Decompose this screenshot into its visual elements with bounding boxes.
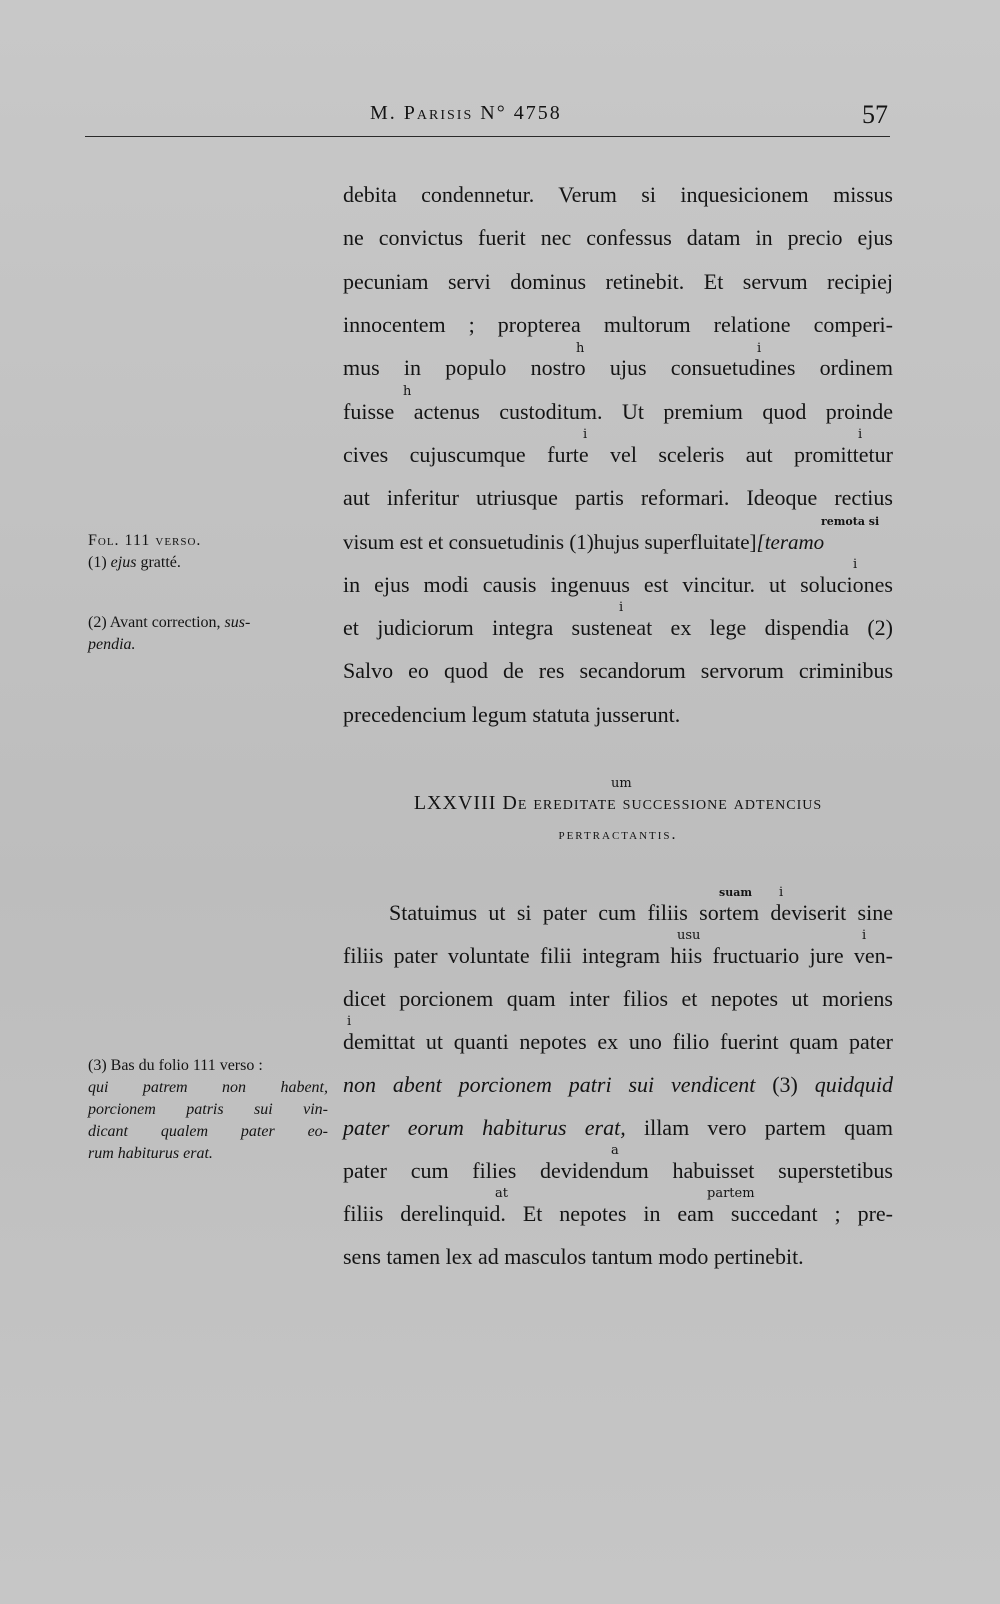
chapter-subtitle: pertractantis. xyxy=(558,826,678,843)
interlinear-gloss: h xyxy=(403,384,412,399)
interlinear-gloss: i xyxy=(583,427,588,442)
interlinear-gloss: i xyxy=(347,1014,352,1029)
text-italic: quidquid xyxy=(814,1072,893,1097)
text-italic: non abent porcionem patri sui vendicent xyxy=(343,1072,756,1097)
note-reference: (3) xyxy=(772,1072,798,1097)
header-title: M. Parisis N° 4758 xyxy=(370,102,562,124)
interlinear-gloss: usu xyxy=(677,928,701,943)
margin-note-2 xyxy=(88,612,328,656)
interlinear-gloss: remota si xyxy=(821,515,880,528)
note-2-italic-2: pendia. xyxy=(88,636,136,653)
interlinear-gloss: a xyxy=(611,1143,619,1158)
text-line xyxy=(343,529,893,555)
note-1-text: gratté. xyxy=(140,554,181,571)
text-line: Statuimus ut si pater cum filiis sortem deviserit sine xyxy=(389,900,893,925)
chapter-number: LXXVIII xyxy=(413,792,497,814)
interlinear-gloss: suam xyxy=(719,886,752,899)
text-line-part: illam vero partem quam xyxy=(643,1115,893,1140)
interlinear-gloss: i xyxy=(757,341,762,356)
note-3-line: qui patrem non habent, xyxy=(88,1079,328,1096)
note-1-number: (1) xyxy=(88,554,107,571)
chapter-heading xyxy=(343,792,893,815)
text-line-part: visum est et consuetudinis (1)hujus superfluitate] xyxy=(343,530,757,554)
header-rule xyxy=(85,136,890,137)
interlinear-gloss: i xyxy=(862,928,867,943)
chapter-superscript: um xyxy=(611,776,632,791)
text-line: precedencium legum statuta jusserunt. xyxy=(343,702,681,727)
text-line: mus in populo nostro ujus consuetudines ordinem xyxy=(343,355,893,380)
interlinear-gloss: i xyxy=(779,885,784,900)
margin-note-1 xyxy=(88,552,328,574)
text-line xyxy=(343,1115,893,1141)
text-line: cives cujuscumque furte vel sceleris aut promittetur xyxy=(343,442,893,467)
note-3-heading: (3) Bas du folio 111 verso : xyxy=(88,1057,263,1074)
text-line: sens tamen lex ad masculos tantum modo pertinebit. xyxy=(343,1244,804,1269)
folio-reference: Fol. 111 verso. xyxy=(88,532,202,549)
text-line xyxy=(343,1072,893,1098)
interlinear-gloss: at xyxy=(495,1186,508,1201)
note-2-italic-1: sus- xyxy=(224,614,251,631)
interlinear-gloss: i xyxy=(619,600,624,615)
text-italic: pater eorum habiturus erat, xyxy=(343,1115,626,1140)
margin-folio xyxy=(88,530,328,552)
text-line: et judiciorum integra susteneat ex lege dispendia (2) xyxy=(343,615,893,640)
text-line: ne convictus fuerit nec confessus datam in precio ejus xyxy=(343,225,893,250)
text-line-italic: [teramo xyxy=(756,530,825,554)
text-line: Salvo eo quod de res secandorum servorum criminibus xyxy=(343,658,893,683)
interlinear-gloss: partem xyxy=(707,1186,755,1201)
text-line: innocentem ; propterea multorum relatione comperi- xyxy=(343,312,893,337)
text-line: pater cum filies devidendum habuisset superstetibus xyxy=(343,1158,893,1183)
text-line: pecuniam servi dominus retinebit. Et servum recipiej xyxy=(343,269,893,294)
text-line: fuisse actenus custoditum. Ut premium quod proinde xyxy=(343,399,893,424)
interlinear-gloss: h xyxy=(576,341,585,356)
text-line: demittat ut quanti nepotes ex uno filio fuerint quam pater xyxy=(343,1029,893,1054)
chapter-title: De ereditate successione adtencius xyxy=(502,792,823,814)
margin-note-3 xyxy=(88,1055,328,1165)
note-3-line: dicant qualem pater eo- xyxy=(88,1123,328,1140)
note-3-line: porcionem patris sui vin- xyxy=(88,1101,328,1118)
note-1-word: ejus xyxy=(110,554,137,571)
running-header xyxy=(0,100,1000,130)
interlinear-gloss: i xyxy=(858,427,863,442)
text-line: filiis pater voluntate filii integram hiis fructuario jure ven- xyxy=(343,943,893,968)
interlinear-gloss: i xyxy=(853,557,858,572)
text-line: filiis derelinquid. Et nepotes in eam succedant ; pre- xyxy=(343,1201,893,1226)
text-line: aut inferitur utriusque partis reformari. Ideoque rectius xyxy=(343,485,893,510)
text-line: debita condennetur. Verum si inquesicionem missus xyxy=(343,182,893,207)
page-number: 57 xyxy=(862,100,888,129)
text-line: dicet porcionem quam inter filios et nepotes ut moriens xyxy=(343,986,893,1011)
note-2-text: (2) Avant correction, xyxy=(88,614,221,631)
text-line: in ejus modi causis ingenuus est vincitur. ut soluciones xyxy=(343,572,893,597)
note-3-line: rum habiturus erat. xyxy=(88,1145,213,1162)
